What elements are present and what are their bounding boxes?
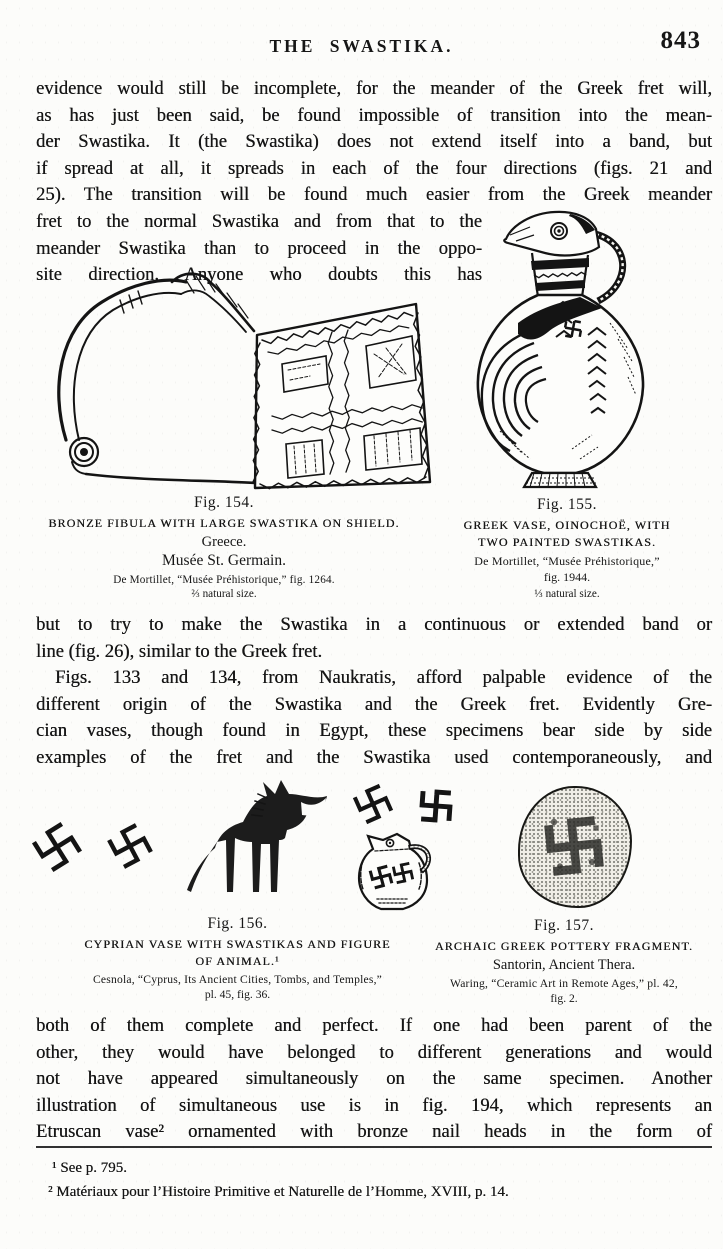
body-line: illustration of simultaneous use is in fig. 194, which represents an — [36, 1094, 712, 1116]
running-head-title: THE SWASTIKA. — [269, 36, 454, 56]
paragraph-4 — [36, 1013, 712, 1146]
figure-title: ARCHAIC GREEK POTTERY FRAGMENT. — [434, 938, 694, 953]
paragraph-2 — [36, 612, 712, 665]
figure-title: GREEK VASE, OINOCHOË, WITH — [463, 517, 671, 532]
body-line: examples of the fret and the Swastika used contemporaneously, and — [36, 746, 712, 768]
figure-source: fig. 2. — [550, 991, 578, 1005]
body-line: but to try to make the Swastika in a continuous or extended band or — [36, 614, 712, 635]
body-line: line (fig. 26), similar to the Greek fret. — [36, 640, 323, 662]
figure-source: pl. 45, fig. 36. — [204, 987, 271, 1001]
fig156-cyprian-vase-illustration — [20, 770, 465, 912]
body-line: other, they would have belonged to different generations and would — [36, 1041, 712, 1063]
page-number: 843 — [660, 27, 701, 54]
body-line: der Swastika. It (the Swastika) does not extend itself into a band, but — [36, 131, 712, 153]
figure-source: fig. 1944. — [543, 570, 591, 585]
body-line: if spread at all, it spreads in each of the four directions (figs. 21 and — [36, 157, 712, 179]
body-line: not have appeared simultaneously on the same specimen. Another — [36, 1068, 712, 1090]
body-line: evidence would still be incomplete, for the meander of the Greek fret will, — [36, 78, 712, 99]
fig155-caption — [438, 496, 696, 601]
figure-source: Waring, “Ceramic Art in Remote Ages,” pl. 42, — [450, 977, 678, 991]
figure-label: Fig. 154. — [193, 494, 255, 511]
body-line: Figs. 133 and 134, from Naukratis, afford palpable evidence of the — [55, 667, 712, 688]
fig157-caption — [428, 917, 700, 1005]
fig154-bronze-fibula-illustration — [34, 268, 448, 498]
body-line: 25). The transition will be found much easier from the Greek meander — [36, 184, 712, 206]
body-line: different origin of the Swastika and the Greek fret. Evidently Gre- — [36, 693, 712, 715]
fig155-oinochoe-vase-illustration — [460, 203, 662, 495]
footnote-divider — [36, 1146, 712, 1148]
body-line: both of them complete and perfect. If one had been parent of the — [36, 1015, 712, 1036]
figure-place: Greece. — [201, 533, 247, 550]
figure-title: BRONZE FIBULA WITH LARGE SWASTIKA ON SHIELD. — [48, 515, 400, 530]
body-line: fret to the normal Swastika and from that to the — [36, 211, 482, 232]
figure-title: OF ANIMAL.¹ — [195, 953, 280, 968]
figure-place: Santorin, Ancient Thera. — [492, 956, 636, 973]
body-line: Etruscan vase² ornamented with bronze nail heads in the form of — [36, 1121, 712, 1143]
footnote-1: ¹ See p. 795. — [52, 1160, 127, 1176]
figure-title: TWO PAINTED SWASTIKAS. — [477, 534, 657, 549]
footnote-2: ² Matériaux pour l’Histoire Primitive et Naturelle de l’Homme, XVIII, p. 14. — [48, 1184, 509, 1200]
fig154-caption — [36, 494, 412, 601]
figure-label: Fig. 156. — [207, 915, 268, 932]
figure-source: De Mortillet, “Musée Préhistorique,” fig. 1264. — [113, 574, 335, 587]
body-line: cian vases, though found in Egypt, these specimens bear side by side — [36, 720, 712, 742]
figure-label: Fig. 155. — [536, 496, 598, 513]
body-line: site direction. Anyone who doubts this has — [36, 264, 482, 286]
figure-source: De Mortillet, “Musée Préhistorique,” — [474, 554, 660, 569]
figure-source: Cesnola, “Cyprus, Its Ancient Cities, Tombs, and Temples,” — [92, 973, 383, 987]
figure-scale: ⅔ natural size. — [191, 587, 257, 600]
figure-scale: ⅓ natural size. — [534, 588, 600, 600]
figure-title: CYPRIAN VASE WITH SWASTIKAS AND FIGURE — [84, 936, 391, 951]
figure-label: Fig. 157. — [533, 917, 595, 934]
paragraph-1-full — [36, 76, 712, 209]
fig156-caption — [55, 915, 420, 1001]
body-line: meander Swastika than to proceed in the oppo- — [36, 237, 482, 259]
figure-museum: Musée St. Germain. — [162, 552, 286, 570]
body-line: as has just been said, be found impossible of transition into the mean- — [36, 104, 712, 126]
fig157-pottery-fragment-illustration — [518, 786, 632, 908]
paragraph-3 — [36, 665, 712, 771]
